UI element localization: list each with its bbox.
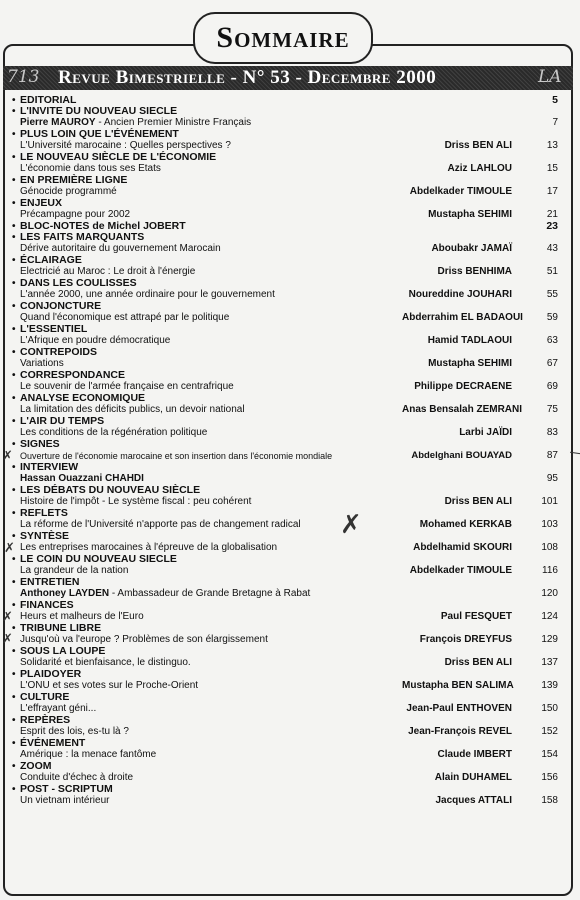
toc-entry	[8, 462, 564, 485]
article-title: Jusqu'où va l'europe ? Problèmes de son élargissement	[20, 634, 268, 645]
toc-entry	[8, 646, 564, 669]
article-person: Hassan Ouazzani CHAHDI	[20, 473, 144, 484]
article-row	[8, 749, 564, 761]
page-number: 158	[541, 795, 558, 806]
page-number: 23	[546, 220, 558, 232]
article-row	[8, 519, 564, 531]
toc-entry	[2, 599, 564, 625]
page-number: 137	[541, 657, 558, 668]
article-title: L'Afrique en poudre démocratique	[20, 335, 171, 346]
article-row	[8, 657, 564, 669]
section-heading: • ÉCLAIRAGE	[8, 255, 564, 266]
article-title: Solidarité et bienfaisance, le distinguo.	[20, 657, 191, 668]
page-number: 15	[546, 163, 558, 174]
toc-entry	[4, 530, 564, 556]
section-heading: • REFLETS	[8, 508, 564, 519]
article-title: Electricié au Maroc : Le droit à l'énergie	[20, 266, 196, 277]
toc-entry	[8, 278, 564, 301]
article-row	[8, 795, 564, 807]
article-person: Anthoney LAYDEN	[20, 588, 110, 599]
article-title: L'économie dans tous ses Etats	[20, 163, 161, 174]
article-title: Conduite d'échec à droite	[20, 772, 134, 783]
page-number: 101	[541, 496, 558, 507]
page-number: 59	[546, 312, 558, 323]
article-title: L'ONU et ses votes sur le Proche-Orient	[20, 680, 199, 691]
page-number: 51	[546, 266, 558, 277]
article-row	[8, 450, 564, 462]
article-title: Heurs et malheurs de l'Euro	[20, 611, 144, 622]
article-author: Driss BEN ALI	[444, 140, 512, 151]
article-author: Claude IMBERT	[437, 749, 512, 760]
section-heading: • L'INVITE DU NOUVEAU SIECLE	[8, 106, 564, 117]
article-person: Pierre MAUROY	[20, 117, 96, 128]
article-author: Driss BEN ALI	[444, 657, 512, 668]
toc-entry	[8, 761, 564, 784]
page-title: Sommaire	[216, 21, 350, 54]
toc-entry	[8, 106, 564, 129]
page-number: 129	[541, 634, 558, 645]
handwritten-check-icon: ✗	[2, 632, 13, 647]
toc-entry	[8, 129, 564, 152]
page-number: 95	[546, 473, 558, 484]
page-number: 75	[546, 404, 558, 415]
page-number: 124	[541, 611, 558, 622]
toc-entry	[8, 198, 564, 221]
article-author: Noureddine JOUHARI	[408, 289, 512, 300]
section-heading: • LE COIN DU NOUVEAU SIECLE	[8, 554, 564, 565]
article-row	[8, 243, 564, 255]
article-author: Mustapha SEHIMI	[428, 209, 512, 220]
page-number: 152	[541, 726, 558, 737]
page-number: 63	[546, 335, 558, 346]
page-number: 69	[546, 381, 558, 392]
page-number: 120	[541, 588, 558, 599]
page-number: 108	[541, 542, 558, 553]
section-heading: • L'AIR DU TEMPS	[8, 416, 564, 427]
article-title: Les entreprises marocaines à l'épreuve de la globalisation	[20, 542, 278, 553]
page-number: 43	[546, 243, 558, 254]
section-heading: • TRIBUNE LIBRE	[8, 623, 564, 634]
section-heading: • PLUS LOIN QUE L'ÉVÉNEMENT	[8, 129, 564, 140]
article-author: Jean-François REVEL	[408, 726, 512, 737]
article-row	[8, 186, 564, 198]
article-author: Mustapha BEN SALIMA	[402, 680, 514, 691]
toc-entry	[8, 324, 564, 347]
article-title: Histoire de l'impôt - Le système fiscal : peu cohérent	[20, 496, 252, 507]
page-number: 139	[541, 680, 558, 691]
article-row	[8, 726, 564, 738]
article-title: Les conditions de la régénération politique	[20, 427, 208, 438]
article-title: Précampagne pour 2002	[20, 209, 131, 220]
section-heading: • CORRESPONDANCE	[8, 370, 564, 381]
section-heading: • LES DÉBATS DU NOUVEAU SIÈCLE	[8, 485, 564, 496]
article-title: Dérive autoritaire du gouvernement Marocain	[20, 243, 221, 254]
toc-entry	[8, 715, 564, 738]
page-number: 55	[546, 289, 558, 300]
article-author: Driss BEN ALI	[444, 496, 512, 507]
section-heading: • DANS LES COULISSES	[8, 278, 564, 289]
toc-entry	[8, 554, 564, 577]
article-author: Abdelkader TIMOULE	[409, 186, 512, 197]
section-heading: • EDITORIAL 5	[8, 95, 564, 106]
toc-entry	[8, 692, 564, 715]
article-row	[8, 703, 564, 715]
article-title: Génocide programmé	[20, 186, 117, 197]
section-heading: • ANALYSE ECONOMIQUE	[8, 393, 564, 404]
article-row	[8, 496, 564, 508]
page-number: 7	[552, 117, 558, 128]
page-number: 83	[546, 427, 558, 438]
issue-banner	[3, 66, 573, 90]
article-author: Paul FESQUET	[440, 611, 512, 622]
section-heading: • LE NOUVEAU SIÈCLE DE L'ÉCONOMIE	[8, 152, 564, 163]
toc-entry	[8, 393, 564, 416]
article-author: Abdelhamid SKOURI	[413, 542, 512, 553]
page-number: 87	[546, 450, 558, 461]
article-title: La réforme de l'Université n'apporte pas de changement radical	[20, 519, 301, 530]
toc-entry	[2, 438, 564, 464]
article-author: François DREYFUS	[419, 634, 512, 645]
toc-entry	[8, 738, 564, 761]
article-title: L'effrayant géni...	[20, 703, 97, 714]
toc-entry	[8, 301, 564, 324]
article-author: Jacques ATTALI	[435, 795, 512, 806]
handwritten-check-icon: ✗	[2, 449, 13, 464]
article-title: L'année 2000, une année ordinaire pour le gouvernement	[20, 289, 275, 300]
section-heading: • ENJEUX	[8, 198, 564, 209]
section-heading: • LES FAITS MARQUANTS	[8, 232, 564, 243]
section-heading: • EN PREMIÈRE LIGNE	[8, 175, 564, 186]
toc-entry	[8, 485, 564, 508]
page-number: 103	[541, 519, 558, 530]
page-number: 156	[541, 772, 558, 783]
section-heading: • FINANCES	[8, 600, 564, 611]
section-heading: • CONJONCTURE	[8, 301, 564, 312]
section-heading: • ENTRETIEN	[8, 577, 564, 588]
article-title: Variations	[20, 358, 64, 369]
title-box	[193, 12, 373, 64]
section-heading: • BLOC-NOTES de Michel JOBERT 23	[8, 221, 564, 232]
section-heading: • SYNTÈSE	[8, 531, 564, 542]
article-row	[8, 427, 564, 439]
handwritten-check-icon: ✗	[4, 541, 15, 556]
article-title: Ouverture de l'économie marocaine et son insertion dans l'économie mondiale	[20, 451, 333, 461]
page-number: 67	[546, 358, 558, 369]
toc-entry	[8, 255, 564, 278]
section-heading: • ÉVÉNEMENT	[8, 738, 564, 749]
article-author: Philippe DECRAENE	[414, 381, 512, 392]
toc-entry	[8, 577, 564, 600]
article-author: Alain DUHAMEL	[434, 772, 512, 783]
section-heading: • PLAIDOYER	[8, 669, 564, 680]
toc-entry	[8, 347, 564, 370]
section-heading: • REPÈRES	[8, 715, 564, 726]
section-heading: • CONTREPOIDS	[8, 347, 564, 358]
article-title: Un vietnam intérieur	[20, 795, 110, 806]
page-number: 5	[552, 94, 558, 106]
article-row	[8, 565, 564, 577]
article-title: Le souvenir de l'armée française en centrafrique	[20, 381, 234, 392]
article-row	[8, 588, 564, 600]
page-number: 17	[546, 186, 558, 197]
toc-entry	[8, 152, 564, 175]
article-author: Abderrahim EL BADAOUI	[402, 312, 523, 323]
article-title: Esprit des lois, es-tu là ?	[20, 726, 129, 737]
handwritten-x-icon: ✗	[340, 510, 362, 540]
page-number: 150	[541, 703, 558, 714]
article-subtitle: - Ancien Premier Ministre Français	[95, 117, 252, 128]
article-author: Jean-Paul ENTHOVEN	[406, 703, 512, 714]
article-subtitle: - Ambassadeur de Grande Bretagne à Rabat	[109, 588, 311, 599]
section-heading: • INTERVIEW	[8, 462, 564, 473]
section-heading: • SOUS LA LOUPE	[8, 646, 564, 657]
article-author: Mohamed KERKAB	[419, 519, 512, 530]
section-heading: • CULTURE	[8, 692, 564, 703]
article-title: Amérique : la menace fantôme	[20, 749, 157, 760]
article-author: Anas Bensalah ZEMRANI	[402, 404, 523, 415]
article-author: Driss BENHIMA	[437, 266, 512, 277]
article-author: Hamid TADLAOUI	[427, 335, 512, 346]
article-author: Abdelghani BOUAYAD	[411, 450, 512, 461]
issue-banner-text: Revue Bimestrielle - N° 53 - Decembre 2000	[58, 67, 437, 88]
section-heading: • SIGNES	[8, 439, 564, 450]
handwritten-check-icon: ✗	[2, 610, 13, 625]
toc-entry	[8, 669, 564, 692]
article-row	[8, 680, 564, 692]
section-heading: • ZOOM	[8, 761, 564, 772]
article-author: Mustapha SEHIMI	[428, 358, 512, 369]
article-author: Abdelkader TIMOULE	[409, 565, 512, 576]
page-number: 13	[546, 140, 558, 151]
article-title: L'Université marocaine : Quelles perspectives ?	[20, 140, 231, 151]
article-row	[8, 312, 564, 324]
article-author: Aboubakr JAMAÏ	[431, 243, 512, 254]
article-author: Aziz LAHLOU	[447, 163, 512, 174]
article-title: La grandeur de la nation	[20, 565, 129, 576]
toc-entry	[8, 370, 564, 393]
article-title: Quand l'économique est attrapé par le politique	[20, 312, 230, 323]
article-title: La limitation des déficits publics, un devoir national	[20, 404, 245, 415]
toc-entry	[8, 232, 564, 255]
page-number: 116	[542, 565, 558, 576]
toc-entry	[8, 416, 564, 439]
toc-entry	[8, 784, 564, 807]
table-of-contents	[2, 94, 564, 807]
page-number: 21	[546, 209, 558, 220]
page-number: 154	[541, 749, 558, 760]
toc-entry	[2, 622, 564, 647]
section-heading: • L'ESSENTIEL	[8, 324, 564, 335]
article-author: Larbi JAÏDI	[459, 427, 512, 438]
section-heading: • POST - SCRIPTUM	[8, 784, 564, 795]
handwritten-note-left: 713	[7, 67, 40, 87]
toc-entry	[8, 175, 564, 198]
handwritten-note-right: LA	[538, 67, 562, 87]
